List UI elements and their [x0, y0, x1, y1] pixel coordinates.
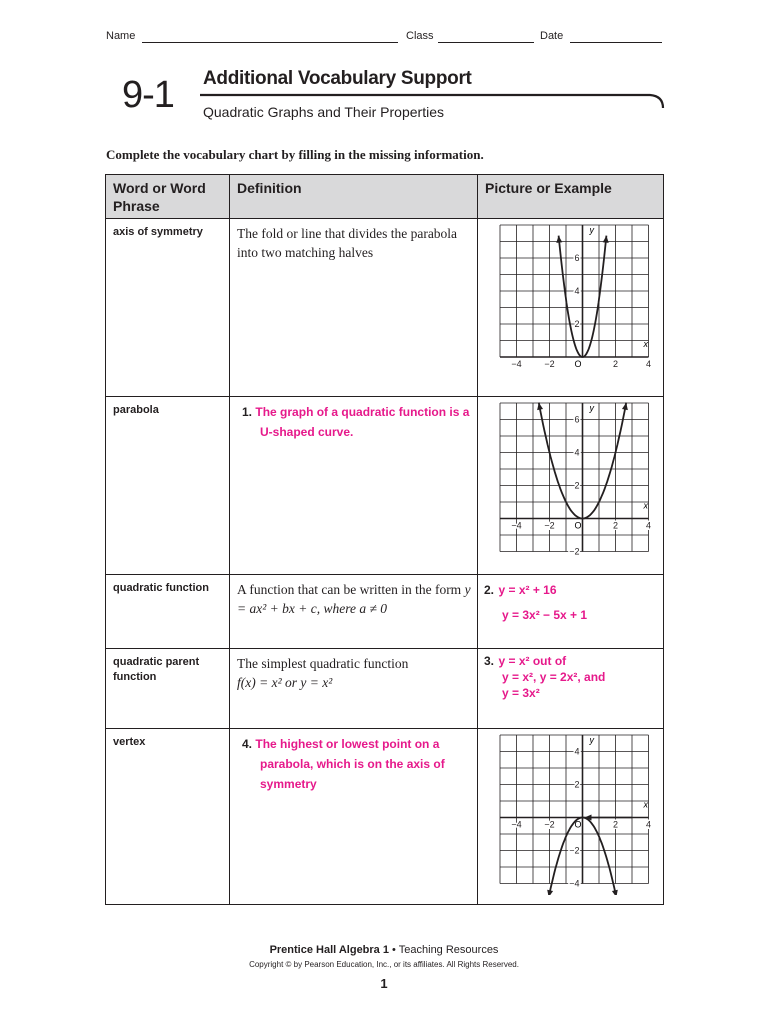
- vertex-graph: [498, 733, 658, 895]
- y-tick-label: 2: [574, 779, 580, 790]
- answer-text: y = 3x²: [502, 686, 540, 700]
- item-number: 4.: [242, 737, 253, 751]
- y-tick-label: 2: [574, 480, 580, 491]
- x-axis-label: x: [643, 500, 648, 511]
- x-tick-label: 4: [645, 359, 652, 369]
- header-definition: Definition: [230, 175, 478, 219]
- answer-text: The highest or lowest point on a parabola, which is on the axis of symmetry: [255, 737, 445, 791]
- definition-cell[interactable]: [230, 397, 478, 575]
- x-tick-label: −4: [511, 520, 522, 531]
- axis-of-symmetry-graph: [498, 223, 658, 373]
- definition-cell: The simplest quadratic function f(x) = x² or y = x²: [230, 649, 478, 729]
- example-cell: [478, 219, 664, 397]
- item-number: 3.: [484, 654, 495, 668]
- lesson-number: 9-1: [122, 74, 174, 116]
- item-number: 1.: [242, 405, 253, 419]
- table-row: [106, 219, 664, 397]
- page-number: 1: [380, 976, 388, 991]
- curve-arrowhead: [612, 890, 618, 895]
- y-tick-label: −2: [569, 546, 580, 557]
- definition-cell[interactable]: [230, 729, 478, 905]
- header-word: Word or Word Phrase: [106, 175, 230, 219]
- header-example: Picture or Example: [478, 175, 664, 219]
- word-cell: quadratic parent function: [106, 649, 230, 729]
- origin-label: O: [574, 819, 582, 830]
- instructions: Complete the vocabulary chart by filling in the missing information.: [106, 147, 484, 162]
- x-tick-label: 2: [612, 520, 619, 531]
- table-row: [106, 575, 664, 649]
- x-axis-label: x: [643, 339, 648, 349]
- lesson-subtitle: Quadratic Graphs and Their Properties: [203, 104, 444, 120]
- table-row: [106, 649, 664, 729]
- x-tick-label: −2: [544, 520, 555, 531]
- y-axis-label: y: [589, 735, 594, 745]
- x-tick-label: 4: [645, 819, 652, 830]
- x-tick-label: 2: [612, 359, 619, 369]
- table-row: [106, 397, 664, 575]
- example-cell: [478, 397, 664, 575]
- example-cell[interactable]: [478, 575, 664, 649]
- footer-copyright: Copyright © by Pearson Education, Inc., or its affiliates. All Rights Reserved.: [249, 960, 519, 969]
- definition-cell: A function that can be written in the form y = ax² + bx + c, where a ≠ 0: [230, 575, 478, 649]
- answer-text: The graph of a quadratic function is a U-shaped curve.: [255, 405, 470, 439]
- y-tick-label: 4: [574, 447, 580, 458]
- table-row: [106, 729, 664, 905]
- answer-text: y = x², y = 2x², and: [502, 670, 606, 684]
- x-tick-label: 4: [645, 520, 652, 531]
- definition-cell: The fold or line that divides the parabola into two matching halves: [230, 219, 478, 397]
- y-tick-label: −2: [569, 845, 580, 856]
- class-label: Class: [406, 30, 434, 42]
- origin-label: O: [574, 520, 582, 531]
- y-axis-label: y: [589, 225, 594, 235]
- graph-grid: [500, 735, 652, 884]
- origin-label: O: [574, 359, 582, 369]
- item-number: 2.: [484, 583, 495, 597]
- x-axis-label: x: [643, 799, 648, 810]
- word-cell: axis of symmetry: [106, 219, 230, 397]
- x-tick-label: −2: [544, 359, 555, 369]
- x-tick-label: −4: [511, 359, 522, 369]
- date-label: Date: [540, 30, 564, 42]
- y-tick-label: 4: [574, 746, 580, 757]
- example-cell[interactable]: [478, 649, 664, 729]
- y-tick-label: 2: [574, 319, 580, 329]
- x-tick-label: 2: [612, 819, 619, 830]
- table-header-row: [106, 175, 664, 219]
- answer-text: y = x² out of: [498, 654, 567, 668]
- answer-text: y = 3x² − 5x + 1: [502, 608, 588, 622]
- name-label: Name: [106, 30, 136, 42]
- example-cell: [478, 729, 664, 905]
- x-tick-label: −4: [511, 819, 522, 830]
- curve-arrowhead: [547, 890, 553, 895]
- y-tick-label: 6: [574, 253, 580, 263]
- word-cell: vertex: [106, 729, 230, 905]
- y-axis-label: y: [589, 403, 594, 413]
- vocabulary-chart: [105, 174, 664, 905]
- x-tick-label: −2: [544, 819, 555, 830]
- parabola-graph: [498, 401, 658, 561]
- answer-text: y = x² + 16: [498, 583, 557, 597]
- word-cell: parabola: [106, 397, 230, 575]
- footer-book: Prentice Hall Algebra 1 • Teaching Resources: [269, 944, 499, 956]
- lesson-title: Additional Vocabulary Support: [203, 68, 472, 89]
- y-tick-label: 6: [574, 414, 580, 425]
- curve-arrowhead: [537, 403, 543, 410]
- word-cell: quadratic function: [106, 575, 230, 649]
- y-tick-label: −4: [569, 878, 580, 889]
- curve-arrowhead: [622, 403, 628, 410]
- y-tick-label: 4: [574, 286, 580, 296]
